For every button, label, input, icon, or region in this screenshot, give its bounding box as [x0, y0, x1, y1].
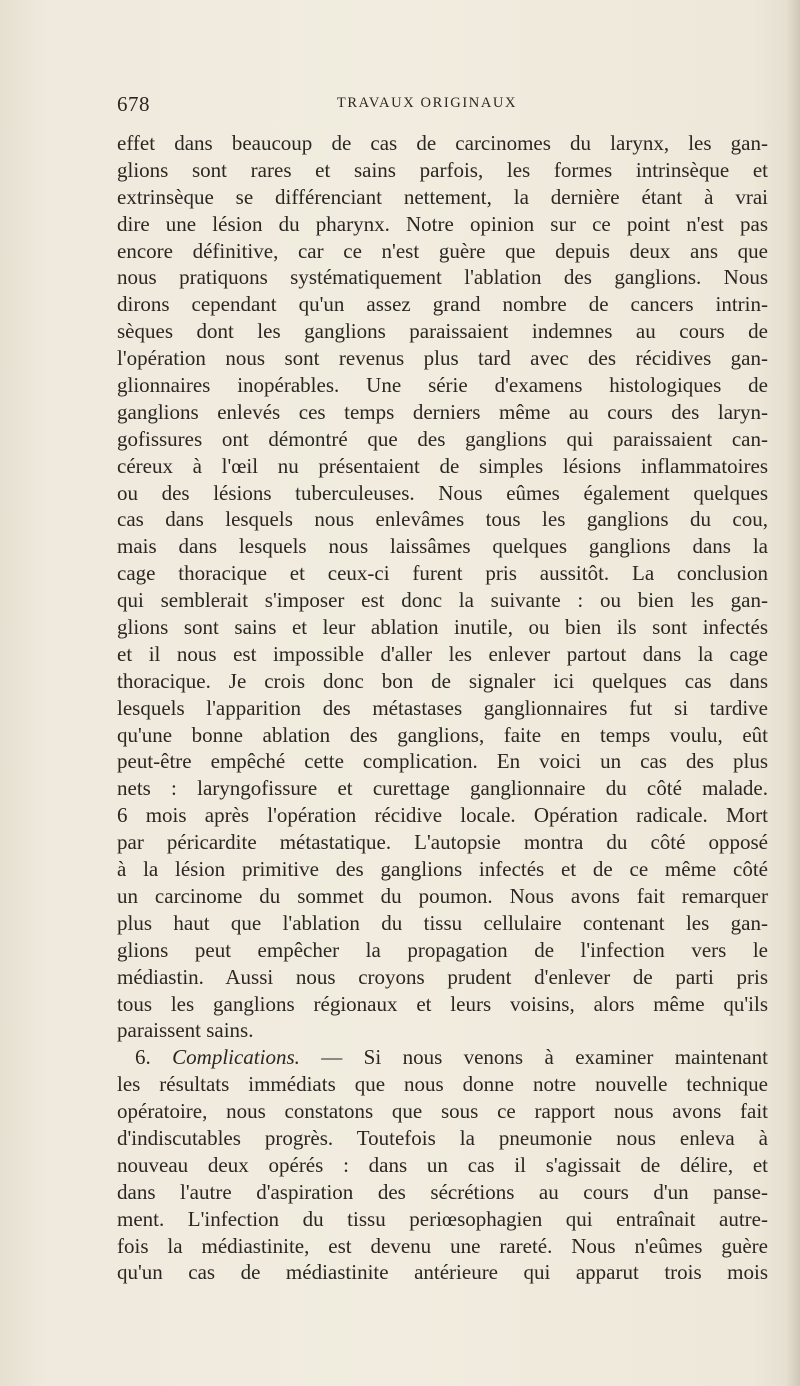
text-line: tous les ganglions régionaux et leurs voisins, alors même qu'ils — [117, 991, 768, 1016]
text-line: médiastin. Aussi nous croyons prudent d'enlever de parti pris — [117, 964, 768, 989]
text-line: extrinsèque se différenciant nettement, la dernière étant à vrai — [117, 184, 768, 209]
section-first-line — [117, 1044, 768, 1071]
text-line: nets : laryngofissure et curettage ganglionnaire du côté malade. — [117, 776, 768, 801]
text-line: nouveau deux opérés : dans un cas il s'agissait de délire, et — [117, 1152, 768, 1177]
text-line: cas dans lesquels nous enlevâmes tous les ganglions du cou, — [117, 507, 768, 532]
text-line: plus haut que l'ablation du tissu cellulaire contenant les gan- — [117, 910, 768, 935]
section-complications — [117, 1044, 768, 1286]
section-first-line-text: — Si nous venons à examiner maintenant — [299, 1045, 768, 1070]
text-line: dire une lésion du pharynx. Notre opinion sur ce point n'est pas — [117, 211, 768, 236]
text-line: ment. L'infection du tissu periœsophagien qui entraînait autre- — [117, 1206, 768, 1231]
text-line: gofissures ont démontré que des ganglions qui paraissaient can- — [117, 426, 768, 451]
text-line: 6 mois après l'opération récidive locale. Opération radicale. Mort — [117, 803, 768, 828]
text-line: et il nous est impossible d'aller les enlever partout dans la cage — [117, 641, 768, 666]
text-line: ganglions enlevés ces temps derniers même au cours des laryn- — [117, 399, 768, 424]
text-line: sèques dont les ganglions paraissaient indemnes au cours de — [117, 319, 768, 344]
text-line: l'opération nous sont revenus plus tard avec des récidives gan- — [117, 346, 768, 371]
text-line: encore définitive, car ce n'est guère que depuis deux ans que — [117, 238, 768, 263]
text-line: peut-être empêché cette complication. En voici un cas des plus — [117, 749, 768, 774]
text-line: glions peut empêcher la propagation de l'infection vers le — [117, 937, 768, 962]
text-line: un carcinome du sommet du poumon. Nous avons fait remarquer — [117, 883, 768, 908]
section-number: 6. — [135, 1045, 151, 1070]
text-line: céreux à l'œil nu présentaient de simples lésions inflammatoires — [117, 453, 768, 478]
running-head — [117, 92, 737, 116]
paragraph-continuation — [117, 130, 768, 1044]
text-line: à la lésion primitive des ganglions infectés et de ce même côté — [117, 857, 768, 882]
text-line: les résultats immédiats que nous donne notre nouvelle technique — [117, 1072, 768, 1097]
text-line: cage thoracique et ceux-ci furent pris aussitôt. La conclusion — [117, 561, 768, 586]
text-line: effet dans beaucoup de cas de carcinomes du larynx, les gan- — [117, 131, 768, 155]
text-line: mais dans lesquels nous laissâmes quelques ganglions dans la — [117, 534, 768, 559]
text-line: thoracique. Je crois donc bon de signaler ici quelques cas dans — [117, 668, 768, 693]
text-line: glions sont rares et sains parfois, les formes intrinsèque et — [117, 157, 768, 182]
text-line: paraissent sains. — [117, 1018, 254, 1043]
text-line: glionnaires inopérables. Une série d'examens histologiques de — [117, 373, 768, 398]
text-line: par péricardite métastatique. L'autopsie montra du côté opposé — [117, 830, 768, 855]
text-line: ou des lésions tuberculeuses. Nous eûmes également quelques — [117, 480, 768, 505]
text-line: glions sont sains et leur ablation inutile, ou bien ils sont infectés — [117, 615, 768, 640]
text-line: dans l'autre d'aspiration des sécrétions au cours d'un panse- — [117, 1179, 768, 1204]
text-line: opératoire, nous constatons que sous ce rapport nous avons fait — [117, 1099, 768, 1124]
text-line: lesquels l'apparition des métastases ganglionnaires fut si tardive — [117, 695, 768, 720]
page-edge-shadow — [786, 0, 800, 1386]
running-title: TRAVAUX ORIGINAUX — [336, 95, 518, 111]
section-title: Complications. — [172, 1045, 300, 1070]
text-line: qu'un cas de médiastinite antérieure qui apparut trois mois — [117, 1260, 768, 1285]
text-line: dirons cependant qu'un assez grand nombre de cancers intrin- — [117, 292, 768, 317]
text-line: fois la médiastinite, est devenu une rareté. Nous n'eûmes guère — [117, 1233, 768, 1258]
page-number: 678 — [117, 92, 150, 116]
text-line: qui semblerait s'imposer est donc la suivante : ou bien les gan- — [117, 588, 768, 613]
text-line: qu'une bonne ablation des ganglions, faite en temps voulu, eût — [117, 722, 768, 747]
text-line: d'indiscutables progrès. Toutefois la pneumonie nous enleva à — [117, 1125, 768, 1150]
body-text — [117, 130, 768, 1286]
text-line: nous pratiquons systématiquement l'ablation des ganglions. Nous — [117, 265, 768, 290]
